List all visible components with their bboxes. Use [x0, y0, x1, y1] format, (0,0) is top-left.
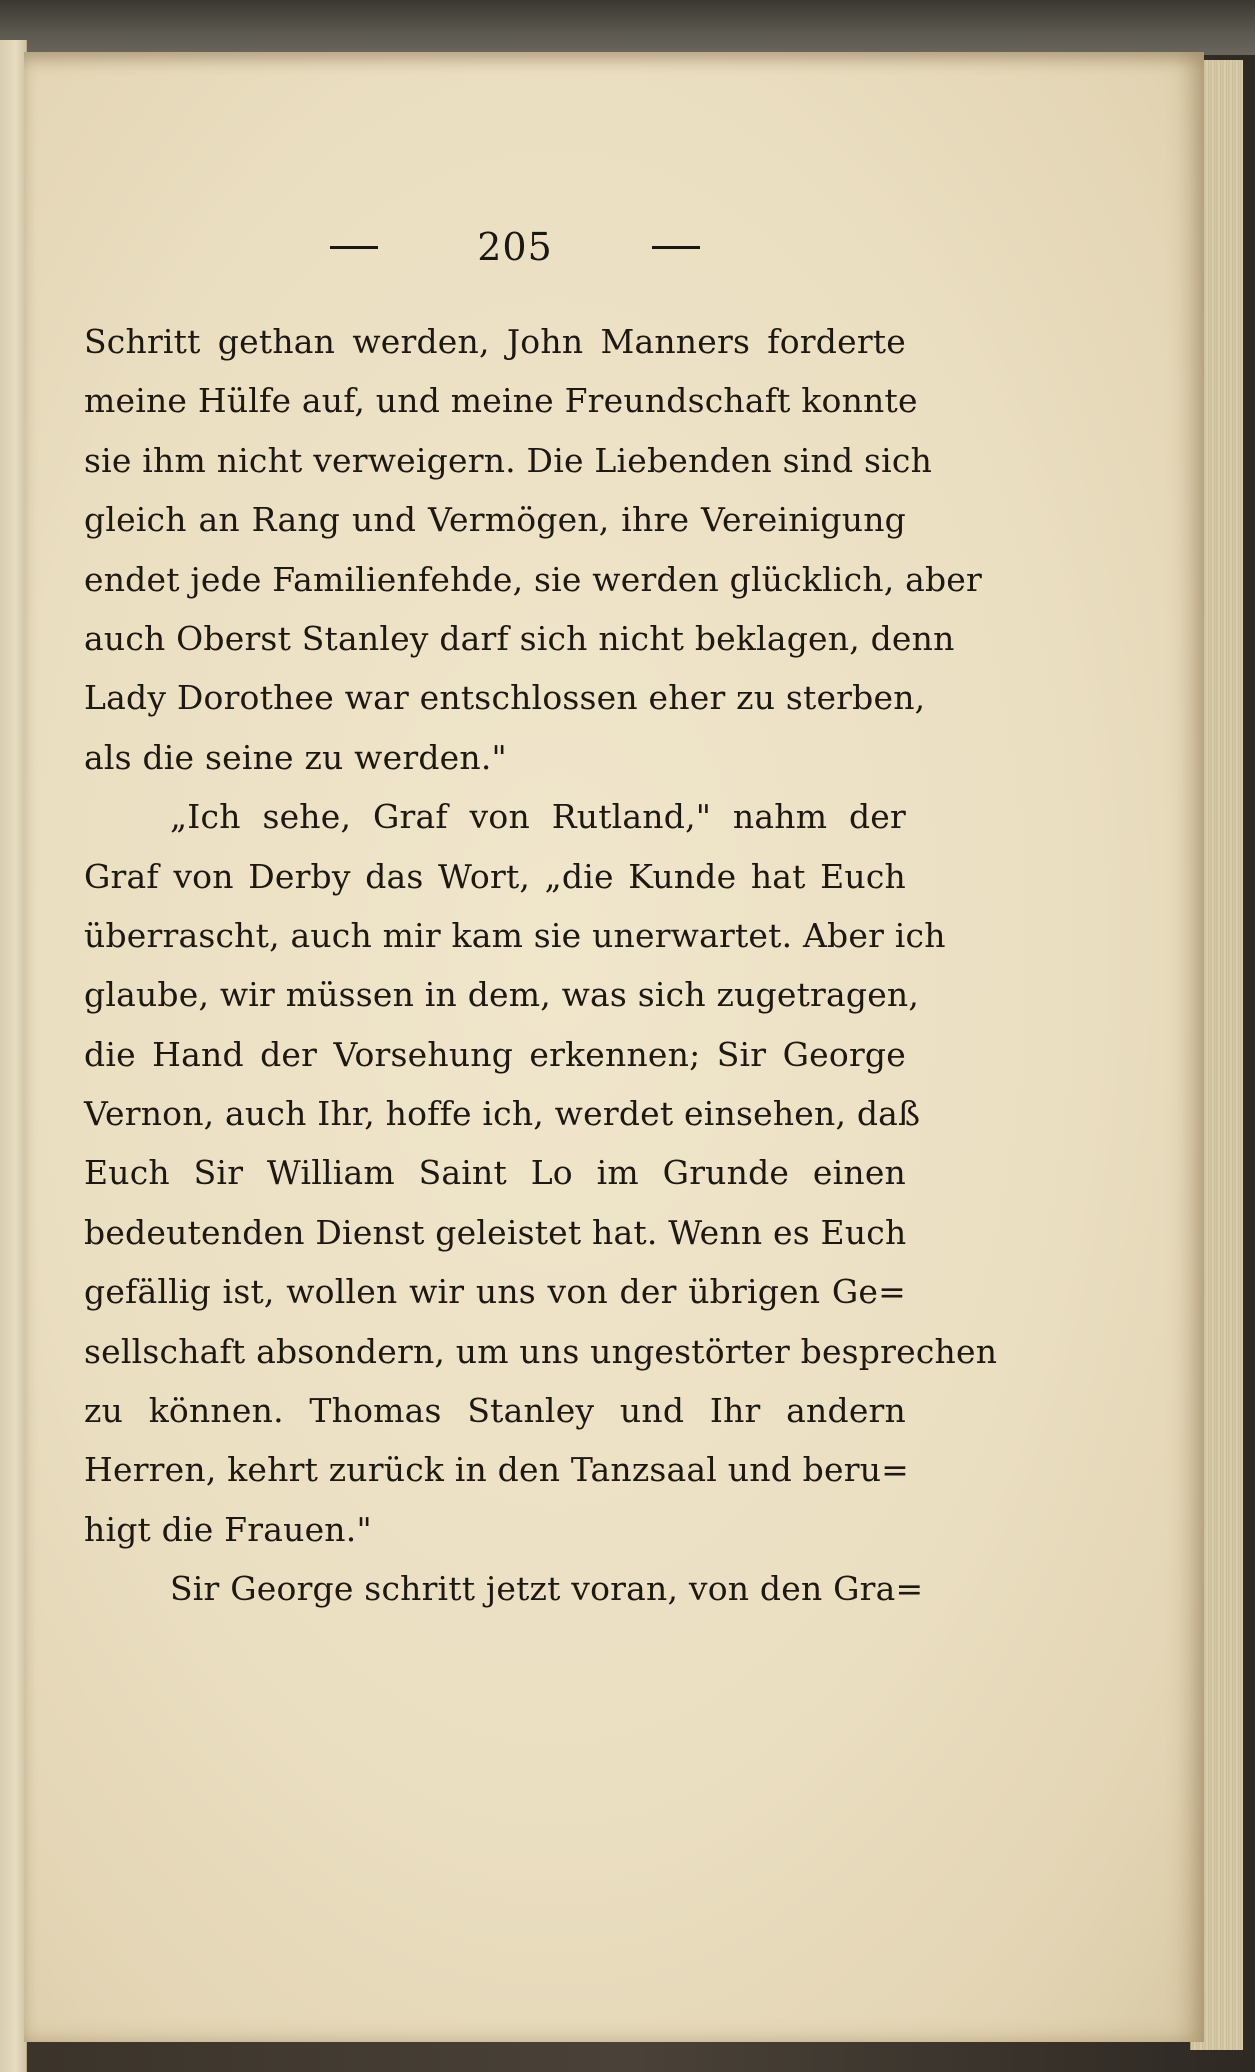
text-line: sie ihm nicht verweigern. Die Liebenden sind sich [84, 440, 933, 480]
text-line: Lady Dorothee war entschlossen eher zu sterben, [84, 678, 926, 718]
text-line: die Hand der Vorsehung erkennen; Sir George [84, 1034, 906, 1074]
text-line: glaube, wir müssen in dem, was sich zugetragen, [84, 975, 920, 1015]
text-line: Sir George schritt jetzt voran, von den Gra= [170, 1569, 924, 1609]
text-line: „Ich sehe, Graf von Rutland," nahm der [170, 797, 906, 837]
text-line: Herren, kehrt zurück in den Tanzsaal und beru= [84, 1450, 909, 1490]
text-line: überrascht, auch mir kam sie unerwartet. Aber ich [84, 915, 946, 955]
page-number: 205 [477, 225, 553, 269]
text-line: Schritt gethan werden, John Manners forderte [84, 322, 906, 361]
facing-page-edge [0, 40, 27, 2072]
text-line: bedeutenden Dienst geleistet hat. Wenn es Euch [84, 1212, 907, 1252]
header-dash-right [652, 246, 700, 249]
text-line: higt die Frauen." [84, 1509, 372, 1549]
text-line: auch Oberst Stanley darf sich nicht beklagen, denn [84, 618, 955, 658]
body-text [84, 312, 998, 1619]
text-line: als die seine zu werden." [84, 737, 507, 777]
header-dash-left [330, 246, 378, 249]
text-line: Graf von Derby das Wort, „die Kunde hat Euch [84, 856, 906, 896]
text-line: gleich an Rang und Vermögen, ihre Vereinigung [84, 500, 906, 540]
text-line: gefällig ist, wollen wir uns von der übrigen Ge= [84, 1272, 906, 1312]
text-line: zu können. Thomas Stanley und Ihr andern [84, 1391, 906, 1431]
page-header [330, 222, 700, 272]
text-line: endet jede Familienfehde, sie werden glücklich, aber [84, 559, 982, 599]
text-line: Vernon, auch Ihr, hoffe ich, werdet einsehen, daß [84, 1094, 921, 1134]
text-line: Euch Sir William Saint Lo im Grunde einen [84, 1153, 906, 1193]
text-line: meine Hülfe auf, und meine Freundschaft konnte [84, 381, 918, 421]
text-line: sellschaft absondern, um uns ungestörter besprechen [84, 1331, 998, 1371]
book-top-edge [0, 0, 1255, 55]
